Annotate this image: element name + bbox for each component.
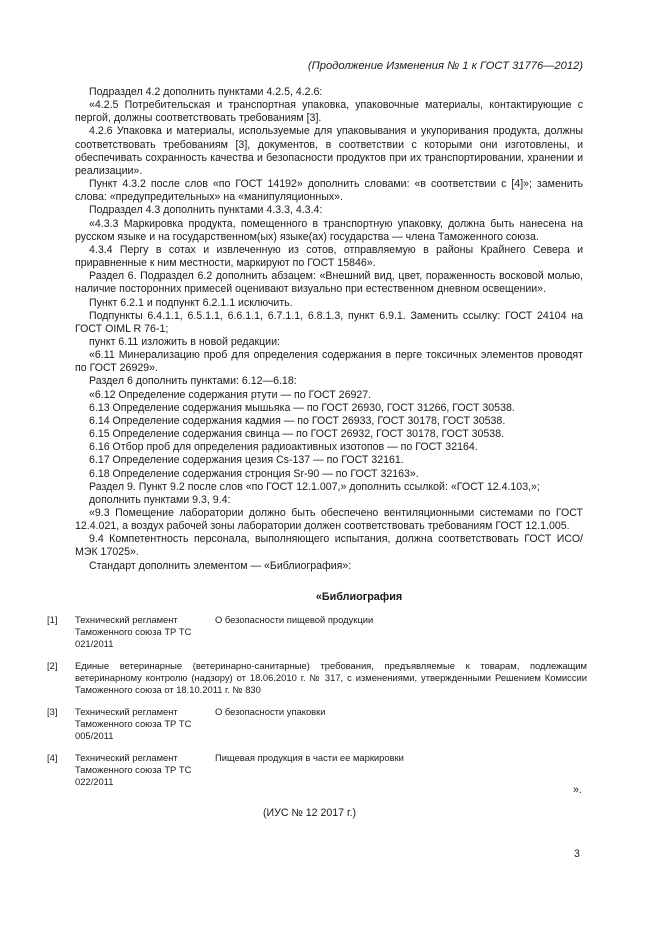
- paragraph: Раздел 6. Подраздел 6.2 дополнить абзацем: «Внешний вид, цвет, пораженность восковой молью, наличие посторонних примесей оценивают визуально при естественном дневном освещении».: [75, 270, 583, 296]
- bibliography-item-title: О безопасности пищевой продукции: [215, 613, 374, 625]
- bibliography-item-number: [1]: [47, 613, 58, 625]
- paragraph: дополнить пунктами 9.3, 9.4:: [89, 493, 231, 506]
- paragraph: Пункт 4.3.2 после слов «по ГОСТ 14192» дополнить словами: «в соответствии с [4]»; заменить слова: «предупредительных» на «манипуляционных».: [75, 178, 583, 204]
- document-body: [47, 86, 587, 798]
- paragraph: Подраздел 4.2 дополнить пунктами 4.2.5, 4.2.6:: [89, 86, 323, 98]
- bibliography-item-source: Технический регламент Таможенного союза ТР ТС 005/2011: [75, 705, 192, 741]
- bibliography-item: [47, 705, 583, 742]
- paragraph: «6.12 Определение содержания ртути — по ГОСТ 26927.: [89, 388, 372, 401]
- bibliography-item-source: Технический регламент Таможенного союза ТР ТС 022/2011: [75, 751, 192, 787]
- paragraph: 6.17 Определение содержания цезия Cs-137 — по ГОСТ 32161.: [89, 454, 404, 467]
- bibliography-item-number: [4]: [47, 751, 58, 763]
- paragraph: Раздел 9. Пункт 9.2 после слов «по ГОСТ 12.1.007,» дополнить ссылкой: «ГОСТ 12.4.103,»;: [89, 480, 540, 493]
- closing-quote: ».: [573, 784, 582, 796]
- amendment-text: [75, 86, 583, 573]
- paragraph: «9.3 Помещение лаборатории должно быть обеспечено вентиляционными системами по ГОСТ 12.4.021, а воздух рабочей зоны лаборатории должен соответствовать требованиям ГОСТ 12.1.005.: [75, 507, 583, 533]
- paragraph: Пункт 6.2.1 и подпункт 6.2.1.1 исключить.: [89, 296, 293, 309]
- bibliography-item-title: Пищевая продукция в части ее маркировки: [215, 751, 404, 763]
- bibliography-item: [47, 613, 583, 650]
- bibliography-title: «Библиография: [315, 590, 403, 603]
- ius-reference: (ИУС № 12 2017 г.): [263, 807, 357, 819]
- paragraph: «4.2.5 Потребительская и транспортная упаковка, упаковочные материалы, контактирующие с пергой, должны соответствовать требованиям [3].: [75, 99, 583, 125]
- paragraph: 6.15 Определение содержания свинца — по ГОСТ 26932, ГОСТ 30178, ГОСТ 30538.: [89, 428, 505, 441]
- paragraph: 6.14 Определение содержания кадмия — по ГОСТ 26933, ГОСТ 30178, ГОСТ 30538.: [89, 414, 506, 427]
- paragraph: 6.18 Определение содержания стронция Sr-90 — по ГОСТ 32163».: [89, 467, 419, 480]
- paragraph: Раздел 6 дополнить пунктами: 6.12—6.18:: [89, 375, 297, 388]
- running-header: (Продолжение Изменения № 1 к ГОСТ 31776—2012): [307, 60, 583, 72]
- paragraph: 4.2.6 Упаковка и материалы, используемые для упаковывания и укупоривания продукта, должны соответствовать требованиям [3], документов, в соответствии с которыми они изготовлены, и обеспечивать сохранность качества и безопасности продуктов при их транспортировании, хранении и реализации».: [75, 125, 583, 177]
- bibliography-item-title: О безопасности упаковки: [215, 705, 326, 717]
- paragraph: 9.4 Компетентность персонала, выполняющего испытания, должна соответствовать ГОСТ ИСО/МЭК 17025».: [75, 533, 583, 559]
- bibliography-list: [47, 613, 587, 788]
- bibliography-item-title: Единые ветеринарные (ветеринарно-санитарные) требования, предъявляемые к товарам, подлежащим ветеринарному контролю (надзору) от 18.06.2010 г. № 317, с изменениями, утвержденными Решением Комиссии Таможенного союза от 18.10.2011 г. № 830: [75, 659, 587, 695]
- paragraph: 4.3.4 Пергу в сотах и извлеченную из сотов, отправляемую в районы Крайнего Севера и приравненные к ним местности, маркируют по ГОСТ 15846».: [75, 243, 583, 270]
- bibliography-item: [47, 751, 583, 788]
- bibliography-item-number: [3]: [47, 705, 58, 717]
- bibliography-item-source: Технический регламент Таможенного союза ТР ТС 021/2011: [75, 613, 192, 649]
- paragraph: «4.3.3 Маркировка продукта, помещенного в транспортную упаковку, должна быть нанесена на русском языке и на государственном(ых) языке(ах) государства — члена Таможенного союза.: [75, 217, 583, 243]
- page-number: 3: [574, 848, 580, 860]
- paragraph: 6.16 Отбор проб для определения радиоактивных изотопов — по ГОСТ 32164.: [89, 441, 478, 454]
- paragraph: Стандарт дополнить элементом — «Библиография»:: [89, 559, 352, 572]
- bibliography-item: [47, 659, 587, 696]
- paragraph: 6.13 Определение содержания мышьяка — по ГОСТ 26930, ГОСТ 31266, ГОСТ 30538.: [89, 401, 515, 414]
- paragraph: Подпункты 6.4.1.1, 6.5.1.1, 6.6.1.1, 6.7.1.1, 6.8.1.3, пункт 6.9.1. Заменить ссылку: ГОСТ 24104 на ГОСТ OIML R 76-1;: [75, 309, 583, 335]
- paragraph: Подраздел 4.3 дополнить пунктами 4.3.3, 4.3.4:: [89, 204, 323, 217]
- paragraph: пункт 6.11 изложить в новой редакции:: [89, 335, 280, 348]
- bibliography-item-number: [2]: [47, 659, 58, 671]
- paragraph: «6.11 Минерализацию проб для определения содержания в перге токсичных элементов проводят по ГОСТ 26929».: [75, 349, 583, 375]
